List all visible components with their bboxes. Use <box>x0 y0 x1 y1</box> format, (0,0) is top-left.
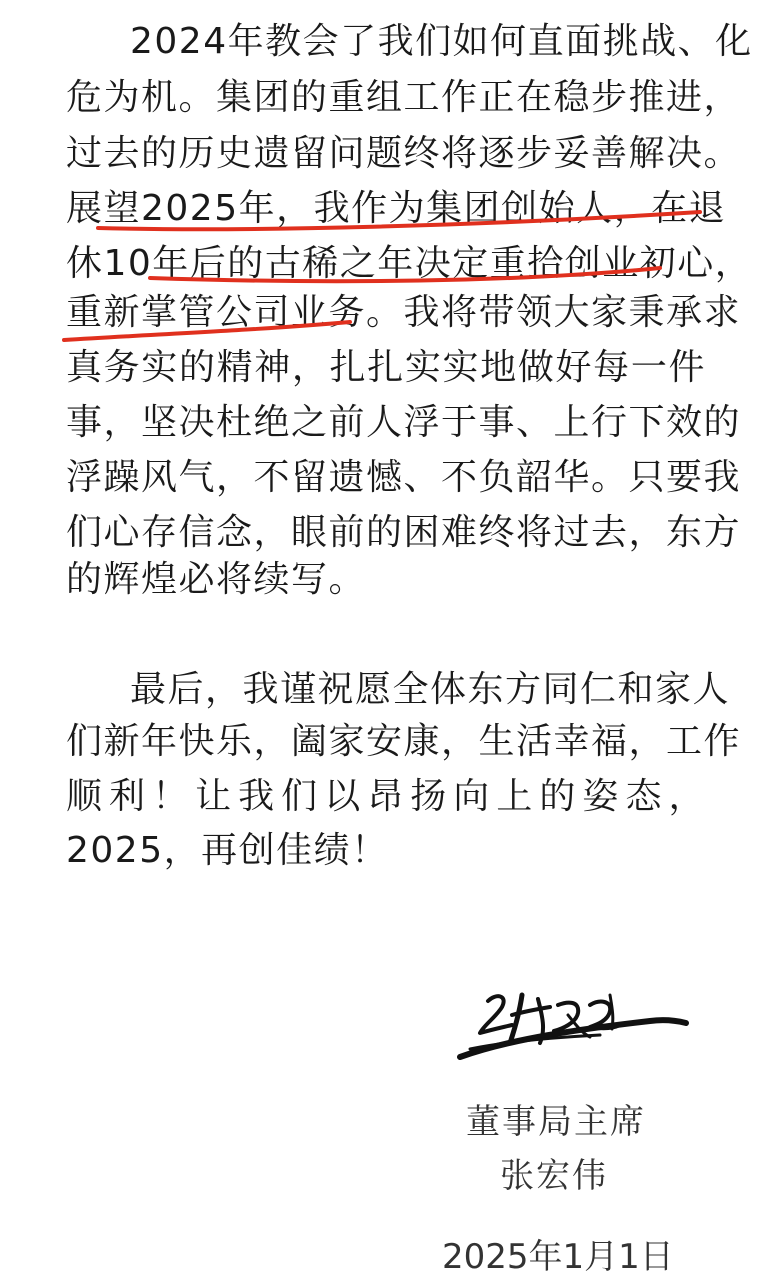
letter-line: 重新掌管公司业务。我将带领大家秉承求 <box>66 292 742 333</box>
letter-line: 2025，再创佳绩！ <box>66 830 389 871</box>
signer-name: 张宏伟 <box>500 1156 608 1196</box>
letter-line: 们心存信念，眼前的困难终将过去，东方 <box>66 512 742 553</box>
letter-line: 展望2025年，我作为集团创始人，在退 <box>66 188 727 229</box>
letter-line: 过去的历史遗留问题终将逐步妥善解决。 <box>66 133 742 174</box>
letter-line: 浮躁风气，不留遗憾、不负韶华。只要我 <box>66 457 742 498</box>
letter-line: 顺利！让我们以昂扬向上的姿态， <box>66 776 706 817</box>
letter-date: 2025年1月1日 <box>442 1237 674 1277</box>
letter-line: 最后，我谨祝愿全体东方同仁和家人 <box>130 669 731 710</box>
signer-title: 董事局主席 <box>466 1102 646 1142</box>
letter-line: 事，坚决杜绝之前人浮于事、上行下效的 <box>66 402 742 443</box>
letter-line: 危为机。集团的重组工作正在稳步推进， <box>66 77 742 118</box>
letter-line: 真务实的精神，扎扎实实地做好每一件 <box>66 347 706 388</box>
letter-line: 2024年教会了我们如何直面挑战、化 <box>130 21 753 62</box>
letter-line: 休10年后的古稀之年决定重拾创业初心， <box>66 243 753 284</box>
letter-line: 的辉煌必将续写。 <box>66 559 367 600</box>
letter-line: 们新年快乐，阖家安康，生活幸福，工作 <box>66 721 742 762</box>
handwritten-signature <box>450 985 690 1075</box>
